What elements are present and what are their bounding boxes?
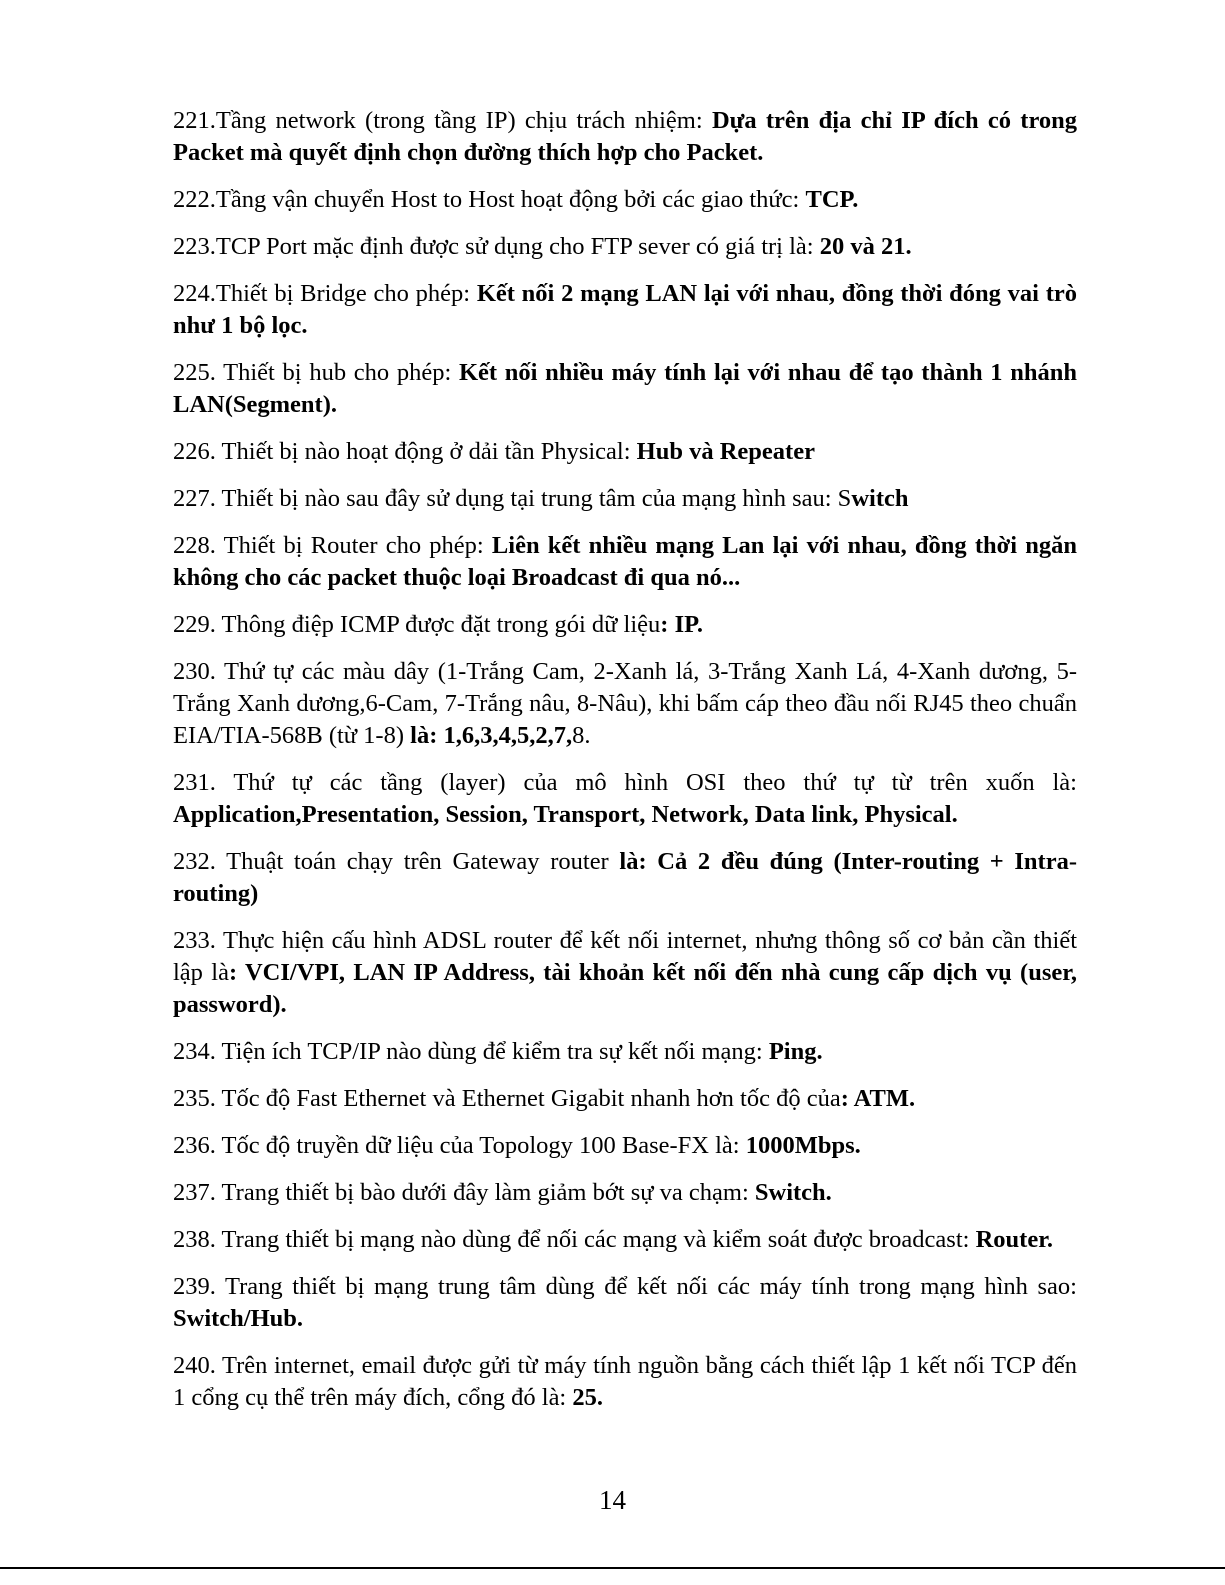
qa-item-221 [173,105,1077,169]
question-text: 236. Tốc độ truyền dữ liệu của Topology 100 Base-FX là: [173,1132,746,1159]
qa-item-236 [173,1130,1077,1162]
qa-item-228 [173,530,1077,594]
answer-text: Application,Presentation, Session, Transport, Network, Data link, Physical. [173,801,958,828]
answer-text: Kết nối 2 mạng LAN lại với nhau, đồng thời đóng vai trò như 1 bộ lọc. [173,280,1077,339]
page-bottom-rule [0,1567,1225,1569]
question-text: 235. Tốc độ Fast Ethernet và Ethernet Gigabit nhanh hơn tốc độ của [173,1085,841,1112]
qa-item-238 [173,1224,1077,1256]
qa-item-233 [173,925,1077,1021]
answer-text: : ATM. [840,1085,916,1112]
answer-text: là: 1,6,3,4,5,2,7, [410,722,573,749]
answer-text: 1000Mbps. [745,1132,861,1159]
qa-list [173,105,1077,1429]
qa-item-235 [173,1083,1077,1115]
answer-text: TCP. [805,186,859,213]
question-text: 240. Trên internet, email được gửi từ máy tính nguồn bằng cách thiết lập 1 kết nối TCP đến 1 cổng cụ thể trên máy đích, cổng đó là: [173,1352,1077,1411]
qa-item-239 [173,1271,1077,1335]
question-text: 228. Thiết bị Router cho phép: [173,532,492,559]
question-text: 238. Trang thiết bị mạng nào dùng để nối các mạng và kiểm soát được broadcast: [173,1226,976,1253]
question-text: 237. Trang thiết bị bào dưới đây làm giảm bớt sự va chạm: [173,1179,755,1206]
qa-item-234 [173,1036,1077,1068]
qa-item-240 [173,1350,1077,1414]
answer-text: : IP. [660,611,703,638]
question-text: 230. Thứ tự các màu dây (1-Trắng Cam, 2-Xanh lá, 3-Trắng Xanh Lá, 4-Xanh dương, 5-Trắng Xanh dương,6-Cam, 7-Trắng nâu, 8-Nâu), khi bấm cáp theo đầu nối RJ45 theo chuẩn EIA/TIA-568B (từ 1-8) [173,658,1077,749]
question-text: 223.TCP Port mặc định được sử dụng cho FTP sever có giá trị là: [173,233,820,260]
answer-text: Router. [975,1226,1053,1253]
question-text: 221.Tầng network (trong tầng IP) chịu trách nhiệm: [173,107,712,134]
qa-item-227 [173,483,1077,515]
answer-text: Hub và Repeater [636,438,815,465]
answer-text: Switch. [754,1179,832,1206]
question-text: 226. Thiết bị nào hoạt động ở dải tần Physical: [173,438,637,465]
question-text: 232. Thuật toán chạy trên Gateway router [173,848,620,875]
qa-item-224 [173,278,1077,342]
question-text: 231. Thứ tự các tầng (layer) của mô hình OSI theo thứ tự từ trên xuốn là: [173,769,1077,796]
question-text: 239. Trang thiết bị mạng trung tâm dùng để kết nối các máy tính trong mạng hình sao: [173,1273,1077,1300]
question-text: 227. Thiết bị nào sau đây sử dụng tại trung tâm của mạng hình sau: S [173,485,852,512]
answer-text: Dựa trên địa chỉ IP đích có trong Packet mà quyết định chọn đường thích hợp cho Packet. [173,107,1077,166]
question-text: 224.Thiết bị Bridge cho phép: [173,280,477,307]
qa-item-232 [173,846,1077,910]
answer-text: Ping. [768,1038,823,1065]
question-text: 234. Tiện ích TCP/IP nào dùng để kiểm tra sự kết nối mạng: [173,1038,769,1065]
qa-item-222 [173,184,1077,216]
question-text: 225. Thiết bị hub cho phép: [173,359,459,386]
qa-item-230 [173,656,1077,752]
answer-text: : VCI/VPI, LAN IP Address, tài khoản kết nối đến nhà cung cấp dịch vụ (user, password). [173,959,1077,1018]
answer-text: Kết nối nhiều máy tính lại với nhau để tạo thành 1 nhánh LAN(Segment). [173,359,1077,418]
qa-item-225 [173,357,1077,421]
qa-item-229 [173,609,1077,641]
qa-item-223 [173,231,1077,263]
question-text: 222.Tầng vận chuyển Host to Host hoạt động bởi các giao thức: [173,186,806,213]
answer-text: 25. [572,1384,603,1411]
answer-text: là: Cả 2 đều đúng (Inter-routing + Intra-routing) [173,848,1077,907]
question-text: 233. Thực hiện cấu hình ADSL router để kết nối internet, nhưng thông số cơ bản cần thiết lập là [173,927,1077,986]
answer-text: 20 và 21. [819,233,912,260]
answer-text: Switch/Hub. [173,1305,304,1332]
question-text: 229. Thông điệp ICMP được đặt trong gói dữ liệu [173,611,661,638]
qa-item-231 [173,767,1077,831]
qa-item-237 [173,1177,1077,1209]
answer-text: witch [851,485,909,512]
qa-item-226 [173,436,1077,468]
answer-text: Liên kết nhiều mạng Lan lại với nhau, đồng thời ngăn không cho các packet thuộc loại Broadcast đi qua nó... [173,532,1077,591]
page-number: 14 [599,1485,626,1515]
answer-tail: 8. [572,722,591,749]
